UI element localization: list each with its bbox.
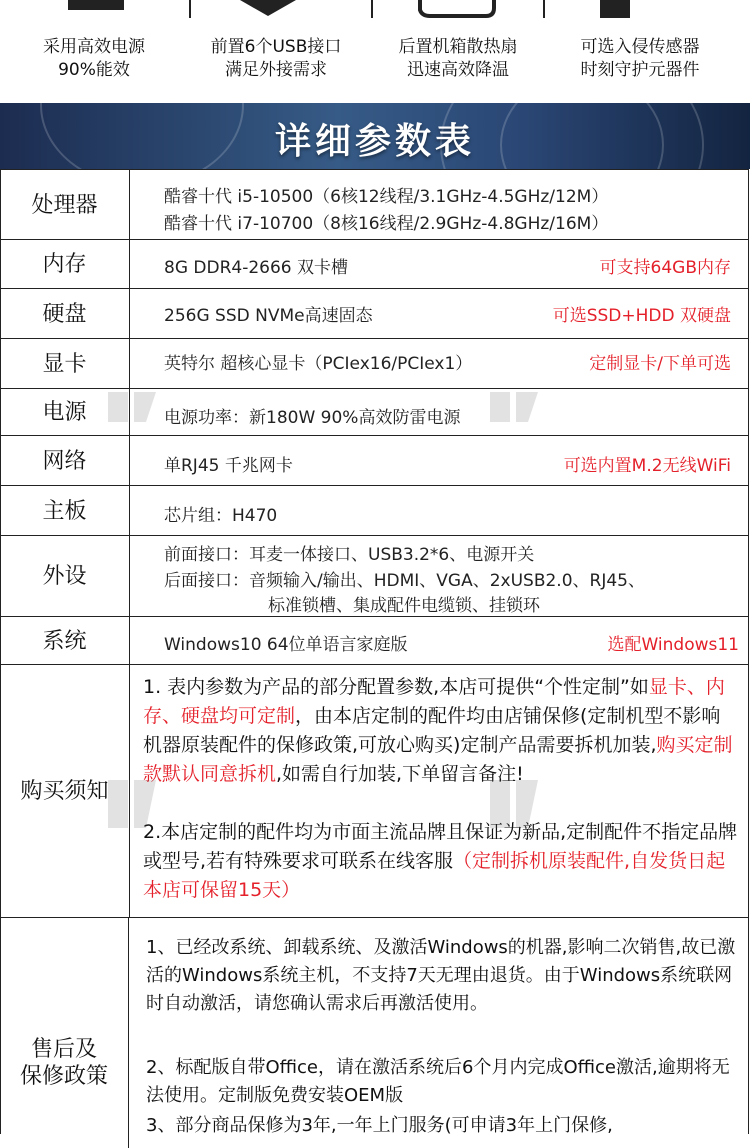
feature-strip	[0, 0, 750, 103]
gpu-note: 定制显卡/下单可选	[589, 354, 731, 374]
label-cpu: 处理器	[0, 170, 130, 240]
label-io: 外设	[0, 536, 130, 617]
row-os	[0, 616, 749, 665]
label-after-sales: 售后及 保修政策	[0, 918, 129, 1148]
cpu-i7: 酷睿十代 i7-10700（8核16线程/2.9GHz-4.8GHz/16M）	[164, 214, 609, 234]
row-io	[0, 535, 749, 617]
after-para-2: 2、标配版自带Office，请在激活系统后6个月内完成Office激活,逾期将无法使用。定制版免费安装OEM版	[146, 1057, 730, 1106]
power-value: 电源功率：新180W 90%高效防雷电源	[164, 408, 461, 428]
os-note: 选配Windows11	[607, 635, 739, 655]
fan-icon	[420, 0, 494, 16]
watermark-mark-2	[490, 392, 538, 422]
memory-value: 8G DDR4-2666 双卡槽	[164, 258, 349, 278]
watermark-mark-4	[490, 780, 538, 828]
intrusion-sensor-icon	[600, 0, 630, 18]
watermark-mark-1	[108, 392, 156, 422]
spec-banner	[0, 103, 750, 169]
io-rear-2: 标准锁槽、集成配件电缆锁、挂锁环	[268, 596, 540, 616]
io-rear: 后面接口：音频输入/输出、HDMI、VGA、2xUSB2.0、RJ45、	[164, 571, 645, 591]
network-value: 单RJ45 千兆网卡	[164, 456, 293, 476]
watermark-mark-3	[108, 780, 156, 828]
row-gpu	[0, 338, 749, 389]
io-front: 前面接口：耳麦一体接口、USB3.2*6、电源开关	[164, 545, 535, 565]
after-para-1: 1、已经改系统、卸载系统、及激活Windows的机器,影响二次销售,故已激活的Windows系统主机，不支持7天无理由退货。由于Windows系统联网时自动激活，请您确认需求后再激活使用。	[146, 937, 736, 1014]
purchase-disassembly-highlight: 购买定制款默认同意拆机	[143, 734, 733, 785]
purchase-retain-highlight: （定制拆机原装配件,自发货日起本店可保留15天）	[143, 850, 726, 901]
purchase-para-2: 2.本店定制的配件均为市面主流品牌且保证为新品,定制配件不指定品牌或型号,若有特殊要求可联系在线客服（定制拆机原装配件,自发货日起本店可保留15天）	[143, 821, 738, 901]
cpu-i5: 酷睿十代 i5-10500（6核12线程/3.1GHz-4.5GHz/12M）	[164, 187, 609, 207]
label-purchase: 购买须知	[0, 665, 130, 918]
purchase-custom-highlight: 显卡、内存、硬盘均可定制	[143, 676, 725, 727]
usb-port-icon	[240, 0, 296, 16]
gpu-value: 英特尔 超核心显卡（PCIex16/PCIex1）	[164, 354, 473, 374]
os-value: Windows10 64位单语言家庭版	[164, 635, 408, 655]
label-memory: 内存	[0, 240, 130, 289]
feature-icons-strip	[0, 0, 750, 22]
row-board	[0, 485, 749, 536]
row-memory	[0, 239, 749, 289]
label-network: 网络	[0, 436, 130, 486]
feature-sensor: 可选入侵传感器 时刻守护元器件	[580, 37, 700, 80]
label-board: 主板	[0, 486, 130, 536]
purchase-para-1: 1. 表内参数为产品的部分配置参数,本店可提供“个性定制”如显卡、内存、硬盘均可定制，由本店定制的配件均由店铺保修(定制机型不影响机器原装配件的保修政策,可放心购买)定制产品需要拆机加装,购买定制款默认同意拆机,如需自行加装,下单留言备注!	[143, 676, 733, 785]
memory-note: 可支持64GB内存	[599, 258, 731, 278]
label-disk: 硬盘	[0, 289, 130, 339]
power-supply-icon	[68, 0, 124, 10]
feature-fan: 后置机箱散热扇 迅速高效降温	[398, 37, 518, 80]
network-note: 可选内置M.2无线WiFi	[563, 456, 731, 476]
label-gpu: 显卡	[0, 339, 130, 389]
board-value: 芯片组：H470	[164, 506, 278, 526]
after-para-3: 3、部分商品保修为3年,一年上门服务(可申请3年上门保修,	[146, 1115, 613, 1136]
row-network	[0, 435, 749, 486]
feature-psu: 采用高效电源 90%能效	[43, 37, 145, 80]
label-os: 系统	[0, 617, 130, 665]
label-power: 电源	[0, 389, 130, 436]
feature-usb: 前置6个USB接口 满足外接需求	[210, 37, 342, 80]
row-cpu	[0, 169, 749, 240]
row-disk	[0, 288, 749, 339]
row-after-sales	[0, 917, 749, 1148]
banner-title: 详细参数表	[274, 121, 475, 162]
disk-value: 256G SSD NVMe高速固态	[164, 306, 373, 326]
disk-note: 可选SSD+HDD 双硬盘	[552, 306, 731, 326]
